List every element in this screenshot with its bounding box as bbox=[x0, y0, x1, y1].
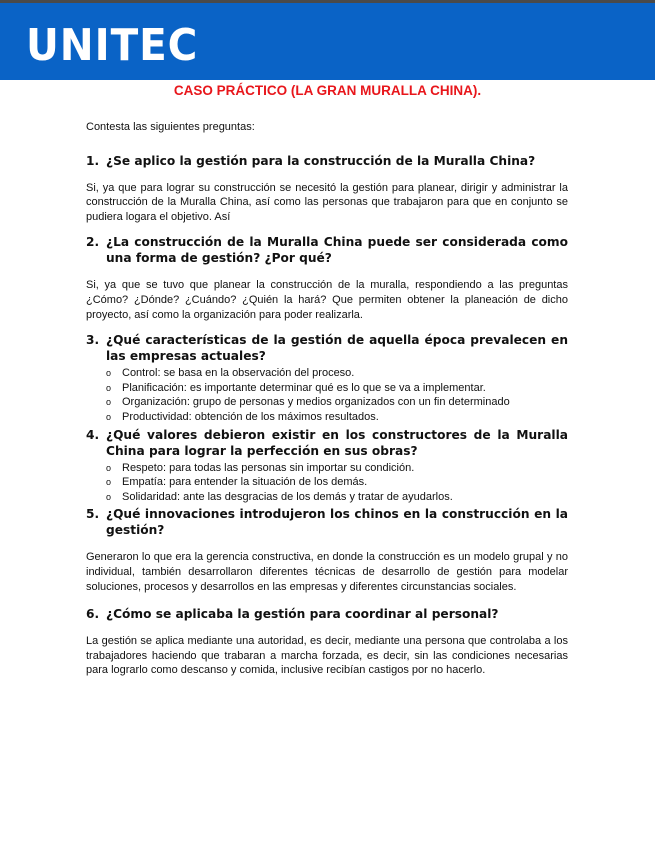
answer-4-list bbox=[86, 461, 568, 505]
answer-5: Generaron lo que era la gerencia constructiva, en donde la construcción es un modelo grupal y no individual, también desarrollaron diferentes técnicas de desarrollo de gestión para modelar soluciones, procesos y desarrollos en las empresas y diferentes circunstancias sociales. bbox=[86, 551, 568, 593]
question-text: ¿Qué innovaciones introdujeron los chinos en la construcción en la gestión? bbox=[106, 507, 568, 538]
question-number: 6. bbox=[86, 607, 100, 622]
list-item: o Respeto: para todas las personas sin importar su condición. bbox=[106, 461, 568, 476]
list-item: o Solidaridad: ante las desgracias de los demás y tratar de ayudarlos. bbox=[106, 490, 568, 505]
list-item: o Control: se basa en la observación del proceso. bbox=[106, 366, 568, 381]
answer-6: La gestión se aplica mediante una autoridad, es decir, mediante una persona que controlaba a los trabajadores haciendo que trabaran a marcha forzada, es decir, sin las condiciones necesarias para lograrlo como descanso y comida, inclusive recibían castigos por no hacerlo. bbox=[86, 635, 568, 677]
question-text: ¿Se aplico la gestión para la construcción de la Muralla China? bbox=[106, 153, 536, 168]
list-item: o Planificación: es importante determinar qué es lo que se va a implementar. bbox=[106, 381, 568, 396]
question-number: 3. bbox=[86, 333, 100, 348]
question-text: ¿La construcción de la Muralla China puede ser considerada como una forma de gestión? ¿Por qué? bbox=[106, 235, 568, 266]
question-number: 4. bbox=[86, 427, 100, 442]
question-1 bbox=[86, 153, 568, 169]
answer-3-list bbox=[86, 366, 568, 424]
list-item: o Productividad: obtención de los máximos resultados. bbox=[106, 410, 568, 425]
answer-1: Si, ya que para lograr su construcción se necesitó la gestión para planear, dirigir y administrar la construcción de la Muralla China, así como las personas que trabajaron para que en conjunto se pudiera logara el objetivo. Así bbox=[86, 181, 568, 223]
question-6 bbox=[86, 606, 568, 622]
list-item: o Empatía: para entender la situación de los demás. bbox=[106, 475, 568, 490]
question-text: ¿Qué características de la gestión de aquella época prevalecen en las empresas actuales? bbox=[106, 333, 568, 364]
document-title: CASO PRÁCTICO (LA GRAN MURALLA CHINA). bbox=[173, 83, 482, 98]
list-item: o Organización: grupo de personas y medios organizados con un fin determinado bbox=[106, 395, 568, 410]
answer-2: Si, ya que se tuvo que planear la construcción de la muralla, respondiendo a las preguntas ¿Cómo? ¿Dónde? ¿Cuándo? ¿Quién la hará? Que permiten obtener la planeación de dicho proyecto, así como la organización para poder realizarla. bbox=[86, 279, 568, 321]
question-number: 1. bbox=[86, 153, 100, 168]
question-number: 2. bbox=[86, 235, 100, 250]
document-body bbox=[86, 120, 568, 678]
question-text: ¿Cómo se aplicaba la gestión para coordinar al personal? bbox=[106, 607, 499, 622]
intro-text: Contesta las siguientes preguntas: bbox=[86, 121, 255, 133]
question-number: 5. bbox=[86, 507, 100, 522]
unitec-logo: UNITEC bbox=[26, 20, 199, 71]
question-4 bbox=[86, 427, 568, 459]
question-text: ¿Qué valores debieron existir en los constructores de la Muralla China para lograr la perfección en sus obras? bbox=[106, 427, 568, 458]
question-2 bbox=[86, 234, 568, 266]
header-banner bbox=[0, 3, 655, 80]
question-5 bbox=[86, 506, 568, 538]
question-3 bbox=[86, 332, 568, 364]
